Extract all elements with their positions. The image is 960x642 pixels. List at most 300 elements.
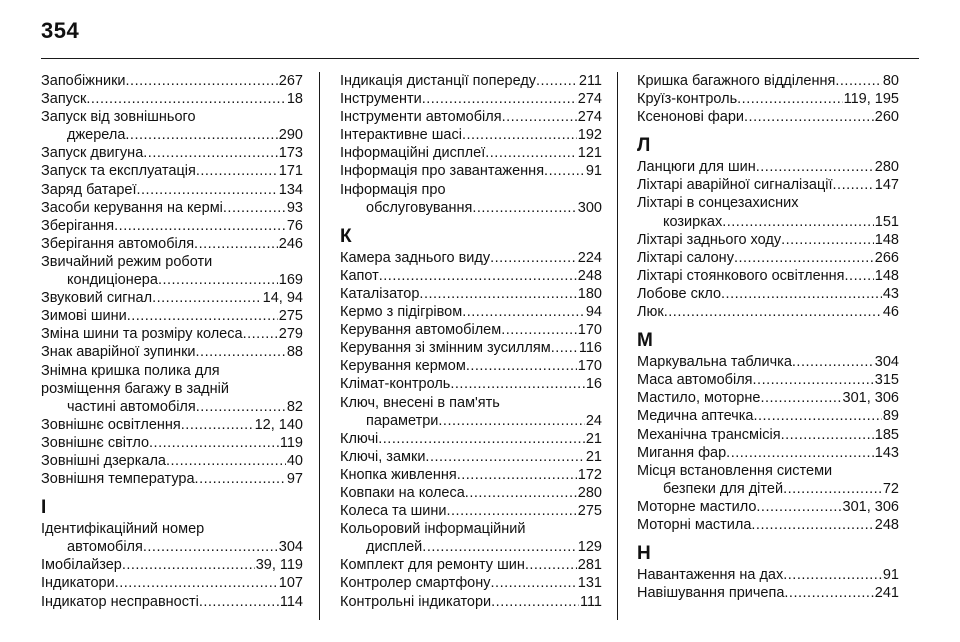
index-entry-pages: 93: [286, 199, 303, 216]
index-entry-pages: 290: [278, 127, 303, 144]
dot-leader: [756, 498, 841, 516]
index-entry-term: Механічна трансмісія: [637, 426, 781, 443]
index-entry-pages: 274: [577, 91, 602, 108]
index-entry-term: Камера заднього виду: [340, 249, 491, 266]
index-entry: [340, 484, 602, 502]
index-entry-term: Інформаційні дисплеї: [340, 145, 486, 162]
index-entry-term: Інструменти: [340, 91, 422, 108]
index-entry-pages: 89: [882, 408, 899, 425]
index-entry: [637, 389, 899, 407]
index-entry-pages: 301, 306: [842, 390, 899, 407]
index-entry: [340, 72, 602, 90]
index-entry-term: дисплей: [366, 539, 423, 556]
index-entry-row: [41, 470, 303, 488]
index-entry-row: [340, 357, 602, 375]
index-entry: [340, 90, 602, 108]
dot-leader: [490, 249, 577, 267]
index-entry-row: [637, 303, 899, 321]
dot-leader: [136, 181, 277, 199]
dot-leader: [152, 289, 262, 307]
dot-leader: [465, 484, 577, 502]
index-entry-term-line: Місця встановлення системи: [637, 462, 833, 479]
dot-leader: [194, 235, 278, 253]
index-entry: [637, 249, 899, 267]
index-entry-pages: 129: [577, 539, 602, 556]
page-number: 354: [41, 18, 80, 43]
index-entry-term: Зберігання: [41, 217, 115, 234]
index-entry-pages: 241: [874, 585, 899, 602]
index-entry-term: Ліхтарі стоянкового освітлення: [637, 267, 845, 284]
index-entry-pages: 169: [278, 272, 303, 289]
index-entry-term: Ксенонові фари: [637, 109, 745, 126]
index-entry-term-line: Запуск від зовнішнього: [41, 109, 196, 126]
index-entry-pages: 43: [882, 285, 899, 302]
index-entry-pages: 91: [585, 163, 602, 180]
index-entry-term: Медична аптечка: [637, 408, 754, 425]
index-entry: [340, 321, 602, 339]
index-entry-pages: 280: [577, 484, 602, 501]
dot-leader: [446, 502, 576, 520]
dot-leader: [783, 480, 882, 498]
index-entry: [340, 430, 602, 448]
index-entry-pages: 91: [882, 567, 899, 584]
index-entry-pages: 21: [585, 430, 602, 447]
index-entry-term-line: Ключ, внесені в пам'ять: [340, 394, 500, 411]
index-entry-pages: 170: [577, 322, 602, 339]
index-entry-term: джерела: [67, 127, 126, 144]
index-entry: [41, 253, 303, 289]
index-entry-pages: 304: [874, 354, 899, 371]
index-entry-row: [41, 144, 303, 162]
index-entry: [41, 362, 303, 416]
index-entry: [637, 231, 899, 249]
index-entry-row: [41, 289, 303, 307]
dot-leader: [166, 452, 286, 470]
index-entry-term: автомобіля: [67, 539, 143, 556]
index-entry: [41, 325, 303, 343]
index-entry-row: [340, 321, 602, 339]
index-entry-term: обслуговування: [366, 199, 473, 216]
index-entry: [637, 285, 899, 303]
dot-leader: [491, 574, 577, 592]
index-entry: [637, 407, 899, 425]
index-entry-pages: 266: [874, 249, 899, 266]
index-entry-term: Мастило, моторне: [637, 390, 761, 407]
index-entry: [41, 90, 303, 108]
index-entry-term: Колеса та шини: [340, 503, 447, 520]
index-entry-row: [340, 556, 602, 574]
index-entry-pages: 134: [278, 181, 303, 198]
index-entry-row: [340, 90, 602, 108]
index-entry-term: Індикація дистанції попереду: [340, 73, 537, 89]
index-entry: [340, 303, 602, 321]
index-entry-row: [637, 267, 899, 285]
index-entry-pages: 267: [278, 73, 303, 89]
index-entry-term-line: розміщення багажу в задній: [41, 380, 229, 397]
index-entry-pages: 246: [278, 235, 303, 252]
dot-leader: [792, 353, 874, 371]
dot-leader: [126, 72, 278, 90]
index-entry: [340, 448, 602, 466]
index-entry-row: [41, 574, 303, 592]
index-entry-row: [340, 466, 602, 484]
dot-leader: [122, 556, 255, 574]
index-entry-row: [41, 452, 303, 470]
index-entry: [41, 235, 303, 253]
index-entry-row: [340, 412, 602, 430]
index-entry-pages: 131: [577, 575, 602, 592]
index-entry-row: [340, 574, 602, 592]
index-column-1: [41, 72, 303, 611]
index-entry-row: [637, 480, 899, 498]
index-entry-row: [41, 235, 303, 253]
dot-leader: [784, 584, 873, 602]
index-entry-row: [41, 181, 303, 199]
index-entry-term: Ланцюги для шин: [637, 159, 756, 176]
index-entry-term: Кришка багажного відділення: [637, 73, 836, 89]
index-entry-row: [637, 158, 899, 176]
index-entry: [637, 72, 899, 90]
index-entry: [637, 566, 899, 584]
index-entry-pages: 173: [278, 145, 303, 162]
index-entry-term: Ключі: [340, 430, 379, 447]
index-entry-pages: 12, 140: [254, 416, 303, 433]
index-entry-row: [41, 126, 303, 144]
index-entry-pages: 280: [874, 159, 899, 176]
index-entry-row: [637, 213, 899, 231]
dot-leader: [143, 538, 278, 556]
dot-leader: [760, 389, 841, 407]
index-entry-term: Керування автомобілем: [340, 322, 502, 339]
index-entry: [41, 144, 303, 162]
index-entry-term: Контролер смартфону: [340, 575, 491, 592]
dot-leader: [125, 126, 277, 144]
dot-leader: [196, 398, 286, 416]
index-entry-row: [340, 593, 602, 611]
index-entry-term: безпеки для дітей: [663, 480, 784, 497]
index-entry-row: [41, 416, 303, 434]
index-entry-term: Запуск: [41, 91, 87, 108]
index-entry-row: [637, 407, 899, 425]
dot-leader: [379, 267, 577, 285]
dot-leader: [457, 466, 577, 484]
index-entry-row: [637, 176, 899, 194]
index-entry-row: [340, 144, 602, 162]
dot-leader: [196, 343, 286, 361]
index-entry-pages: 82: [286, 398, 303, 415]
column-divider: [617, 72, 618, 620]
index-entry-term: козирках: [663, 213, 723, 230]
index-entry-term: Моторні мастила: [637, 516, 752, 533]
dot-leader: [781, 231, 874, 249]
index-entry-row: [41, 398, 303, 416]
index-entry-term-line: Знімна кришка полика для: [41, 362, 220, 379]
index-entry-term: Ключі, замки: [340, 448, 426, 465]
dot-leader: [143, 144, 278, 162]
index-entry-term: Керування зі змінним зусиллям: [340, 340, 551, 357]
index-entry-pages: 18: [286, 91, 303, 108]
index-entry-term: Моторне мастило: [637, 498, 757, 515]
index-entry-row: [41, 199, 303, 217]
dot-leader: [466, 357, 577, 375]
index-entry-term: Круїз-контроль: [637, 91, 738, 108]
index-entry-row: [41, 325, 303, 343]
index-entry: [637, 353, 899, 371]
dot-leader: [726, 444, 874, 462]
dot-leader: [783, 566, 882, 584]
index-entry-term: частині автомобіля: [67, 398, 196, 415]
dot-leader: [149, 434, 279, 452]
dot-leader: [196, 162, 278, 180]
index-entry: [340, 285, 602, 303]
dot-leader: [86, 90, 286, 108]
dot-leader: [419, 285, 576, 303]
index-entry-row: [637, 566, 899, 584]
dot-leader: [744, 108, 874, 126]
index-entry-term: Мигання фар: [637, 444, 727, 461]
index-entry-term: Імобілайзер: [41, 557, 122, 574]
index-entry-pages: 192: [577, 127, 602, 144]
index-entry-pages: 274: [577, 109, 602, 126]
index-entry-term-line: Ідентифікаційний номер: [41, 521, 205, 538]
index-entry-pages: 248: [577, 267, 602, 284]
index-entry: [637, 516, 899, 534]
index-entry-pages: 180: [577, 285, 602, 302]
index-entry-row: [637, 444, 899, 462]
index-entry-pages: 301, 306: [842, 498, 899, 515]
index-entry: [340, 466, 602, 484]
index-entry: [41, 181, 303, 199]
index-entry-row: [637, 371, 899, 389]
index-entry-term: Люк: [637, 304, 664, 321]
index-entry-pages: 281: [577, 557, 602, 574]
index-entry-pages: 119: [279, 434, 303, 451]
index-entry: [637, 584, 899, 602]
dot-leader: [536, 72, 578, 90]
index-entry-pages: 172: [577, 466, 602, 483]
dot-leader: [734, 249, 874, 267]
index-entry-pages: 76: [286, 217, 303, 234]
index-entry-term-line: Звичайний режим роботи: [41, 253, 213, 270]
dot-leader: [158, 271, 278, 289]
index-entry-pages: 21: [585, 448, 602, 465]
index-entry-pages: 116: [578, 340, 602, 357]
index-entry-row: [637, 72, 899, 90]
dot-leader: [425, 448, 584, 466]
index-entry-row: [340, 285, 602, 303]
index-entry-term: Звуковий сигнал: [41, 290, 153, 307]
index-entry: [637, 371, 899, 389]
index-entry-pages: 121: [577, 145, 602, 162]
index-entry-term: Запуск двигуна: [41, 145, 144, 162]
index-entry: [41, 72, 303, 90]
dot-leader: [721, 285, 882, 303]
dot-leader: [243, 325, 278, 343]
index-entry-pages: 14, 94: [262, 290, 303, 307]
index-entry-row: [41, 217, 303, 235]
index-entry-row: [340, 162, 602, 180]
index-entry-pages: 46: [882, 304, 899, 321]
index-entry-row: [340, 502, 602, 520]
index-entry-row: [340, 72, 602, 90]
dot-leader: [756, 158, 874, 176]
index-entry-row: [41, 162, 303, 180]
dot-leader: [462, 126, 577, 144]
index-entry-pages: 114: [279, 593, 303, 610]
index-entry-pages: 94: [585, 304, 602, 321]
index-entry-term: Зміна шини та розміру колеса: [41, 326, 243, 343]
index-entry-row: [637, 231, 899, 249]
header-divider: [41, 58, 919, 59]
dot-leader: [835, 72, 881, 90]
index-entry-pages: 275: [577, 503, 602, 520]
index-entry: [41, 593, 303, 611]
index-letter-heading: М: [637, 330, 653, 352]
index-entry: [41, 574, 303, 592]
index-entry-pages: 143: [874, 444, 899, 461]
index-entry-row: [41, 556, 303, 574]
index-entry: [41, 307, 303, 325]
index-entry: [637, 444, 899, 462]
dot-leader: [753, 407, 881, 425]
index-entry-pages: 300: [577, 199, 602, 216]
index-entry: [340, 267, 602, 285]
index-entry-term: Ковпаки на колеса: [340, 484, 465, 501]
dot-leader: [551, 339, 578, 357]
index-entry-term: параметри: [366, 412, 439, 429]
index-entry-row: [41, 271, 303, 289]
index-entry-pages: 211: [578, 73, 602, 89]
index-entry-row: [340, 448, 602, 466]
index-entry-term: Зберігання автомобіля: [41, 235, 195, 252]
dot-leader: [491, 593, 579, 611]
index-entry: [637, 158, 899, 176]
index-entry-row: [637, 108, 899, 126]
index-column-2: [340, 72, 602, 611]
index-entry-row: [637, 90, 899, 108]
index-entry-pages: 304: [278, 539, 303, 556]
dot-leader: [223, 199, 286, 217]
index-entry: [41, 217, 303, 235]
index-entry-term: Капот: [340, 267, 379, 284]
index-entry-row: [637, 285, 899, 303]
index-entry-pages: 72: [882, 480, 899, 497]
index-entry-term-line: Ліхтарі в сонцезахисних: [637, 195, 799, 212]
index-entry-term: Кермо з підігрівом: [340, 304, 463, 321]
dot-leader: [525, 556, 577, 574]
index-entry-term: Маркувальна табличка: [637, 354, 792, 371]
index-entry: [637, 426, 899, 444]
dot-leader: [833, 176, 874, 194]
index-entry: [340, 556, 602, 574]
index-entry-term-line: Кольоровий інформаційний: [340, 521, 526, 538]
dot-leader: [544, 162, 585, 180]
index-entry-row: [637, 353, 899, 371]
index-entry-pages: 24: [585, 412, 602, 429]
index-entry: [41, 416, 303, 434]
index-entry-term: Навішування причепа: [637, 585, 785, 602]
dot-leader: [195, 470, 286, 488]
index-entry-pages: 148: [874, 231, 899, 248]
index-entry-row: [340, 126, 602, 144]
index-entry-pages: 39, 119: [255, 557, 303, 574]
dot-leader: [462, 303, 585, 321]
dot-leader: [115, 574, 278, 592]
index-entry: [637, 90, 899, 108]
index-entry-term: Зимові шини: [41, 308, 127, 325]
index-entry-row: [637, 516, 899, 534]
index-entry-row: [340, 375, 602, 393]
index-entry: [637, 194, 899, 230]
index-entry-term: Ліхтарі аварійної сигналізації: [637, 177, 833, 194]
index-entry: [41, 434, 303, 452]
index-entry-term: Інформація про завантаження: [340, 163, 545, 180]
index-entry-pages: 315: [874, 372, 899, 389]
index-entry-row: [340, 430, 602, 448]
dot-leader: [181, 416, 254, 434]
index-entry-term: Зовнішня температура: [41, 471, 195, 488]
index-entry-term: Клімат-контроль: [340, 376, 451, 393]
index-entry-term: Заряд батареї: [41, 181, 137, 198]
index-entry-term: Навантаження на дах: [637, 567, 784, 584]
index-entry-term-line: Інформація про: [340, 181, 446, 198]
index-entry-pages: 170: [577, 358, 602, 375]
index-entry-pages: 119, 195: [843, 91, 899, 108]
index-entry-pages: 248: [874, 516, 899, 533]
index-entry: [340, 394, 602, 430]
dot-leader: [722, 213, 874, 231]
index-entry-row: [41, 538, 303, 556]
dot-leader: [664, 303, 882, 321]
index-entry-term: Кнопка живлення: [340, 466, 457, 483]
index-entry-term: Ліхтарі заднього ходу: [637, 231, 782, 248]
index-entry-row: [41, 307, 303, 325]
dot-leader: [845, 267, 874, 285]
index-entry-row: [340, 267, 602, 285]
index-entry: [340, 126, 602, 144]
index-entry: [637, 462, 899, 498]
index-entry: [637, 498, 899, 516]
index-entry: [340, 181, 602, 217]
index-entry-row: [340, 339, 602, 357]
index-entry: [41, 108, 303, 144]
index-entry-pages: 40: [286, 452, 303, 469]
index-entry-pages: 107: [278, 575, 303, 592]
index-entry-term: Керування кермом: [340, 358, 466, 375]
dot-leader: [502, 108, 577, 126]
index-entry: [340, 144, 602, 162]
index-entry-pages: 147: [874, 177, 899, 194]
index-entry-row: [637, 426, 899, 444]
dot-leader: [472, 199, 576, 217]
index-entry: [41, 343, 303, 361]
index-entry: [41, 162, 303, 180]
dot-leader: [781, 426, 874, 444]
index-letter-heading: Л: [637, 135, 651, 157]
index-entry-term: кондиціонера: [67, 272, 158, 289]
index-entry: [41, 520, 303, 556]
index-entry-pages: 151: [874, 213, 899, 230]
index-entry: [637, 267, 899, 285]
index-entry-term: Знак аварійної зупинки: [41, 344, 196, 361]
index-entry-row: [340, 249, 602, 267]
dot-leader: [127, 307, 278, 325]
index-entry-pages: 88: [286, 344, 303, 361]
index-entry-pages: 171: [278, 163, 303, 180]
index-entry-pages: 185: [874, 426, 899, 443]
index-entry-term: Зовнішні дзеркала: [41, 452, 166, 469]
index-entry: [637, 303, 899, 321]
